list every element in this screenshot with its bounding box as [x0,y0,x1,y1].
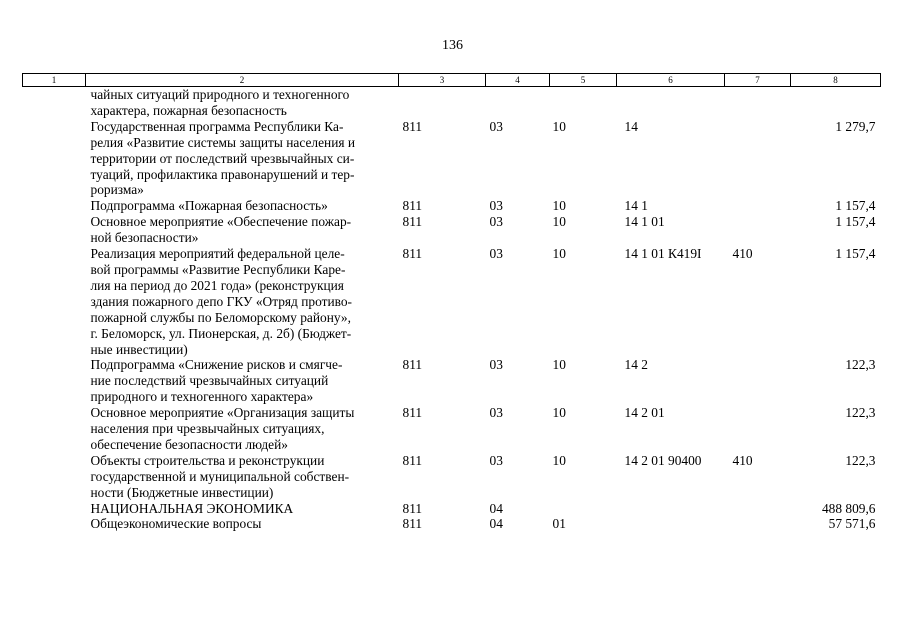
cell-c5 [550,87,617,119]
cell-col-1 [23,246,86,357]
row-name-cell [86,453,399,501]
row-name-line: роризма» [90,182,144,198]
cell-c4: 03 [489,357,503,373]
table-row [23,516,881,532]
row-name-line: Реализация мероприятий федеральной целе- [90,246,345,262]
cell-c7 [725,198,791,214]
cell-c8: 122,3 [845,452,876,468]
cell-c8: 57 571,6 [828,516,876,532]
cell-c3: 811 [402,118,423,134]
row-name-line: Подпрограмма «Снижение рисков и смягче- [90,357,343,373]
row-name-line: обеспечение безопасности людей» [90,436,288,452]
cell-c4: 04 [489,516,503,532]
row-name-line: НАЦИОНАЛЬНАЯ ЭКОНОМИКА [90,500,294,516]
row-name-line: населения при чрезвычайных ситуациях, [90,421,325,437]
row-name-cell [86,516,399,532]
cell-col-1 [23,198,86,214]
page-number: 136 [442,38,463,53]
cell-c7: 410 [732,246,753,262]
header-col-8: 8 [791,74,881,87]
cell-c8: 122,3 [845,357,876,373]
cell-c4: 03 [489,452,503,468]
row-name-cell [86,246,399,357]
cell-c7 [725,214,791,246]
cell-c7 [725,87,791,119]
cell-c5 [550,501,617,517]
header-col-4: 4 [486,74,550,87]
cell-c4: 03 [489,246,503,262]
cell-c5: 01 [552,516,566,532]
row-name-line: характера, пожарная безопасность [90,102,287,118]
cell-col-1 [23,214,86,246]
row-name-line: территории от последствий чрезвычайных си- [90,150,355,166]
cell-c7 [725,501,791,517]
cell-c5: 10 [552,452,566,468]
row-name-line: Подпрограмма «Пожарная безопасность» [90,198,328,214]
row-name-line: Основное мероприятие «Обеспечение пожар- [90,214,352,230]
cell-c6: 14 1 [624,198,648,214]
table-row [23,405,881,453]
header-col-7: 7 [725,74,791,87]
cell-col-1 [23,87,86,119]
cell-c4: 03 [489,118,503,134]
row-name-cell [86,501,399,517]
cell-c5: 10 [552,246,566,262]
header-col-2: 2 [86,74,399,87]
row-name-line: здания пожарного депо ГКУ «Отряд противо- [90,293,353,309]
cell-c3: 811 [402,198,423,214]
cell-c6: 14 1 01 К419I [624,246,702,262]
cell-c6: 14 2 01 90400 [624,452,702,468]
row-name-line: лия на период до 2021 года» (реконструкция [90,277,344,293]
cell-c7 [725,405,791,453]
row-name-line: ные инвестиции) [90,341,188,357]
cell-c8: 1 279,7 [835,118,876,134]
cell-c6 [617,501,725,517]
table-row [23,87,881,119]
cell-c5: 10 [552,405,566,421]
cell-c6: 14 2 [624,357,648,373]
row-name-line: ной безопасности» [90,230,199,246]
cell-c4: 03 [489,198,503,214]
row-name-line: Основное мероприятие «Организация защиты [90,405,355,421]
table-header [23,74,881,87]
budget-table [22,73,881,532]
row-name-line: ние последствий чрезвычайных ситуаций [90,373,329,389]
cell-c8 [791,87,881,119]
cell-col-1 [23,516,86,532]
table-row [23,198,881,214]
cell-c3: 811 [402,246,423,262]
row-name-line: чайных ситуаций природного и техногенного [90,87,350,102]
cell-c4: 03 [489,214,503,230]
row-name-cell [86,357,399,405]
row-name-line: Объекты строительства и реконструкции [90,452,325,468]
cell-c7 [725,357,791,405]
cell-col-1 [23,119,86,199]
row-name-line: релия «Развитие системы защиты населения и [90,134,356,150]
cell-c6: 14 [624,118,638,134]
row-name-line: государственной и муниципальной собствен- [90,468,350,484]
row-name-line: Государственная программа Республики Ка- [90,118,344,134]
table-body [23,87,881,533]
cell-c5: 10 [552,198,566,214]
header-col-3: 3 [399,74,486,87]
table-row [23,246,881,357]
table-row [23,214,881,246]
row-name-line: природного и техногенного характера» [90,389,314,405]
cell-col-1 [23,453,86,501]
row-name-cell [86,119,399,199]
cell-c6: 14 2 01 [624,405,665,421]
table-row [23,357,881,405]
cell-c3: 811 [402,452,423,468]
header-col-6: 6 [617,74,725,87]
cell-c8: 122,3 [845,405,876,421]
row-name-line: туаций, профилактика правонарушений и тер- [90,166,355,182]
cell-c7 [725,516,791,532]
cell-c7 [725,119,791,199]
row-name-cell [86,214,399,246]
cell-c6: 14 1 01 [624,214,665,230]
cell-col-1 [23,357,86,405]
cell-c4 [486,87,550,119]
row-name-cell [86,405,399,453]
row-name-line: ности (Бюджетные инвестиции) [90,484,274,500]
cell-c3: 811 [402,405,423,421]
cell-c5: 10 [552,118,566,134]
cell-c3: 811 [402,516,423,532]
cell-col-1 [23,501,86,517]
row-name-line: г. Беломорск, ул. Пионерская, д. 2б) (Бюджет- [90,325,352,341]
cell-c3 [399,87,486,119]
cell-c3: 811 [402,357,423,373]
cell-c5: 10 [552,214,566,230]
cell-c8: 1 157,4 [835,214,876,230]
row-name-cell [86,87,399,119]
cell-c8: 488 809,6 [821,500,876,516]
table-row [23,453,881,501]
cell-c7: 410 [732,452,753,468]
cell-c5: 10 [552,357,566,373]
row-name-line: Общеэкономические вопросы [90,516,262,532]
row-name-line: пожарной службы по Беломорскому району», [90,309,351,325]
cell-c8: 1 157,4 [835,246,876,262]
header-col-5: 5 [550,74,617,87]
cell-c8: 1 157,4 [835,198,876,214]
row-name-cell [86,198,399,214]
cell-c3: 811 [402,214,423,230]
cell-c6 [617,516,725,532]
row-name-line: вой программы «Развитие Республики Каре- [90,261,346,277]
cell-c4: 04 [489,500,503,516]
cell-c3: 811 [402,500,423,516]
cell-col-1 [23,405,86,453]
cell-c4: 03 [489,405,503,421]
cell-c6 [617,87,725,119]
table-row [23,119,881,199]
table-row [23,501,881,517]
header-col-1: 1 [23,74,86,87]
